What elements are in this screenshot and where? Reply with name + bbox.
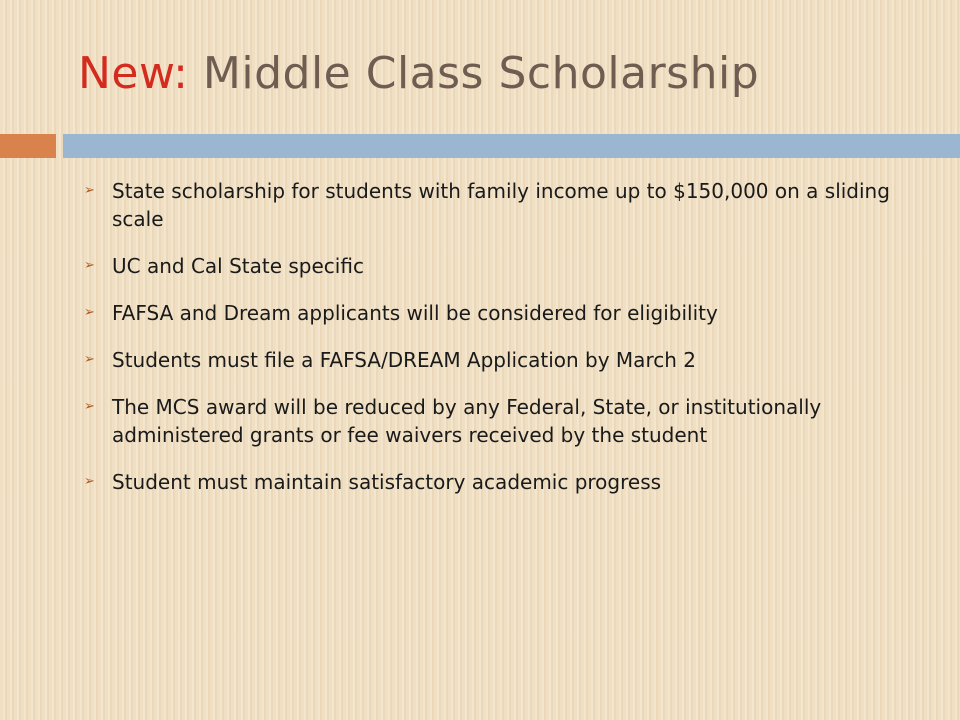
list-item (84, 393, 924, 449)
arrow-bullet-icon: ➢ (84, 305, 95, 320)
bullet-text: Student must maintain satisfactory academic progress (112, 470, 662, 494)
arrow-bullet-icon: ➢ (84, 399, 95, 414)
title-main: Middle Class Scholarship (202, 48, 760, 99)
arrow-bullet-icon: ➢ (84, 258, 95, 273)
arrow-bullet-icon: ➢ (84, 352, 95, 367)
list-item (84, 177, 924, 233)
arrow-bullet-icon: ➢ (84, 474, 95, 489)
arrow-bullet-icon: ➢ (84, 183, 95, 198)
title-rule-bar (63, 134, 960, 158)
bullet-text: Students must file a FAFSA/DREAM Application by March 2 (112, 348, 696, 372)
bullet-list (84, 177, 924, 515)
title-rule-accent (0, 134, 56, 158)
slide-title (78, 48, 759, 99)
bullet-text: The MCS award will be reduced by any Federal, State, or institutionally administered grants or fee waivers received by the student (112, 395, 822, 447)
bullet-text: State scholarship for students with family income up to $150,000 on a sliding scale (112, 179, 890, 231)
bullet-text: FAFSA and Dream applicants will be considered for eligibility (112, 301, 718, 325)
bullet-text: UC and Cal State specific (112, 254, 364, 278)
list-item (84, 252, 924, 280)
title-prefix: New: (78, 48, 189, 99)
list-item (84, 468, 924, 496)
list-item (84, 346, 924, 374)
list-item (84, 299, 924, 327)
